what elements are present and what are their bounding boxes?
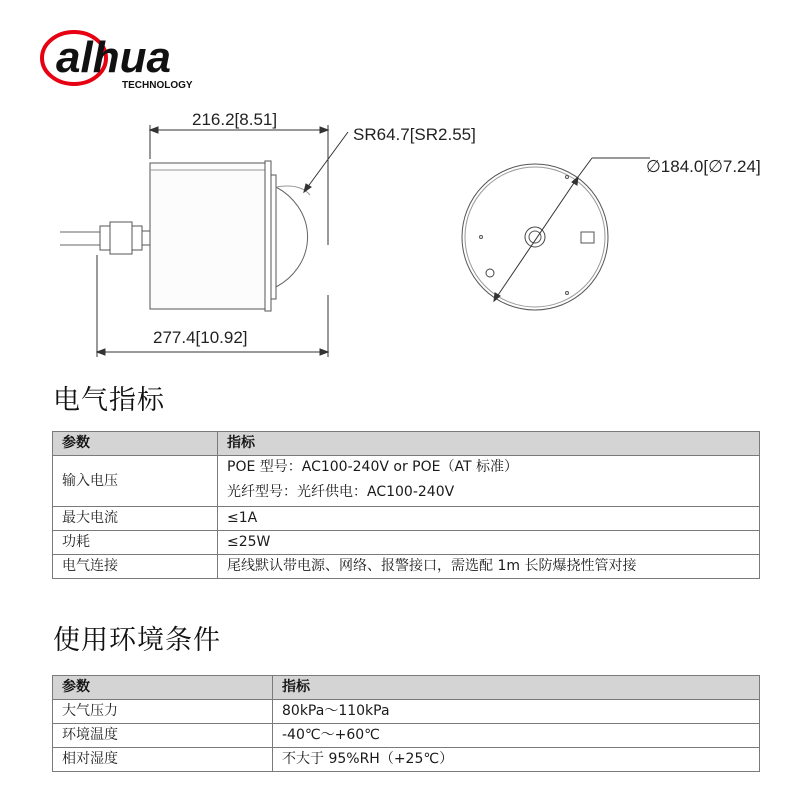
value-cell: ≤25W (218, 531, 760, 555)
table-header-row (53, 432, 760, 456)
dahua-logo (40, 28, 240, 92)
value-line: 光纤型号：光纤供电：AC100-240V (227, 484, 455, 500)
value-cell: -40℃～+60℃ (273, 724, 760, 748)
value-cell: 80kPa～110kPa (273, 700, 760, 724)
table-row (53, 456, 760, 507)
table-row (53, 531, 760, 555)
value-cell (218, 456, 760, 507)
header-param: 参数 (53, 676, 273, 700)
table-header-row (53, 676, 760, 700)
dimension-length: 277.4[10.92] (153, 328, 248, 347)
technical-drawing (0, 95, 800, 370)
section-title-environment: 使用环境条件 (53, 625, 221, 656)
value-line: POE 型号：AC100-240V or POE（AT 标准） (227, 459, 518, 475)
param-cell: 功耗 (53, 531, 218, 555)
table-row (53, 507, 760, 531)
table-row (53, 724, 760, 748)
dimension-width: 216.2[8.51] (192, 110, 278, 129)
front-dimensions (494, 158, 650, 301)
logo-subtitle: TECHNOLOGY (122, 80, 193, 91)
value-cell: 尾线默认带电源、网络、报警接口，需选配 1m 长防爆挠性管对接 (218, 555, 760, 579)
value-cell: 不大于 95%RH（+25℃） (273, 748, 760, 772)
param-cell: 大气压力 (53, 700, 273, 724)
param-cell: 最大电流 (53, 507, 218, 531)
dimension-diameter: ∅184.0[∅7.24] (646, 157, 761, 176)
electrical-spec-table (52, 431, 760, 579)
table-row (53, 700, 760, 724)
table-row (53, 555, 760, 579)
param-cell: 环境温度 (53, 724, 273, 748)
dimension-radius: SR64.7[SR2.55] (353, 125, 476, 144)
environment-spec-table (52, 675, 760, 772)
param-cell: 相对湿度 (53, 748, 273, 772)
param-cell: 输入电压 (53, 456, 218, 507)
table-row (53, 748, 760, 772)
header-param: 参数 (53, 432, 218, 456)
section-title-electrical: 电气指标 (53, 385, 165, 416)
logo-text: alhua (56, 33, 171, 82)
value-cell: ≤1A (218, 507, 760, 531)
header-value: 指标 (273, 676, 760, 700)
param-cell: 电气连接 (53, 555, 218, 579)
front-view (462, 164, 608, 310)
header-value: 指标 (218, 432, 760, 456)
